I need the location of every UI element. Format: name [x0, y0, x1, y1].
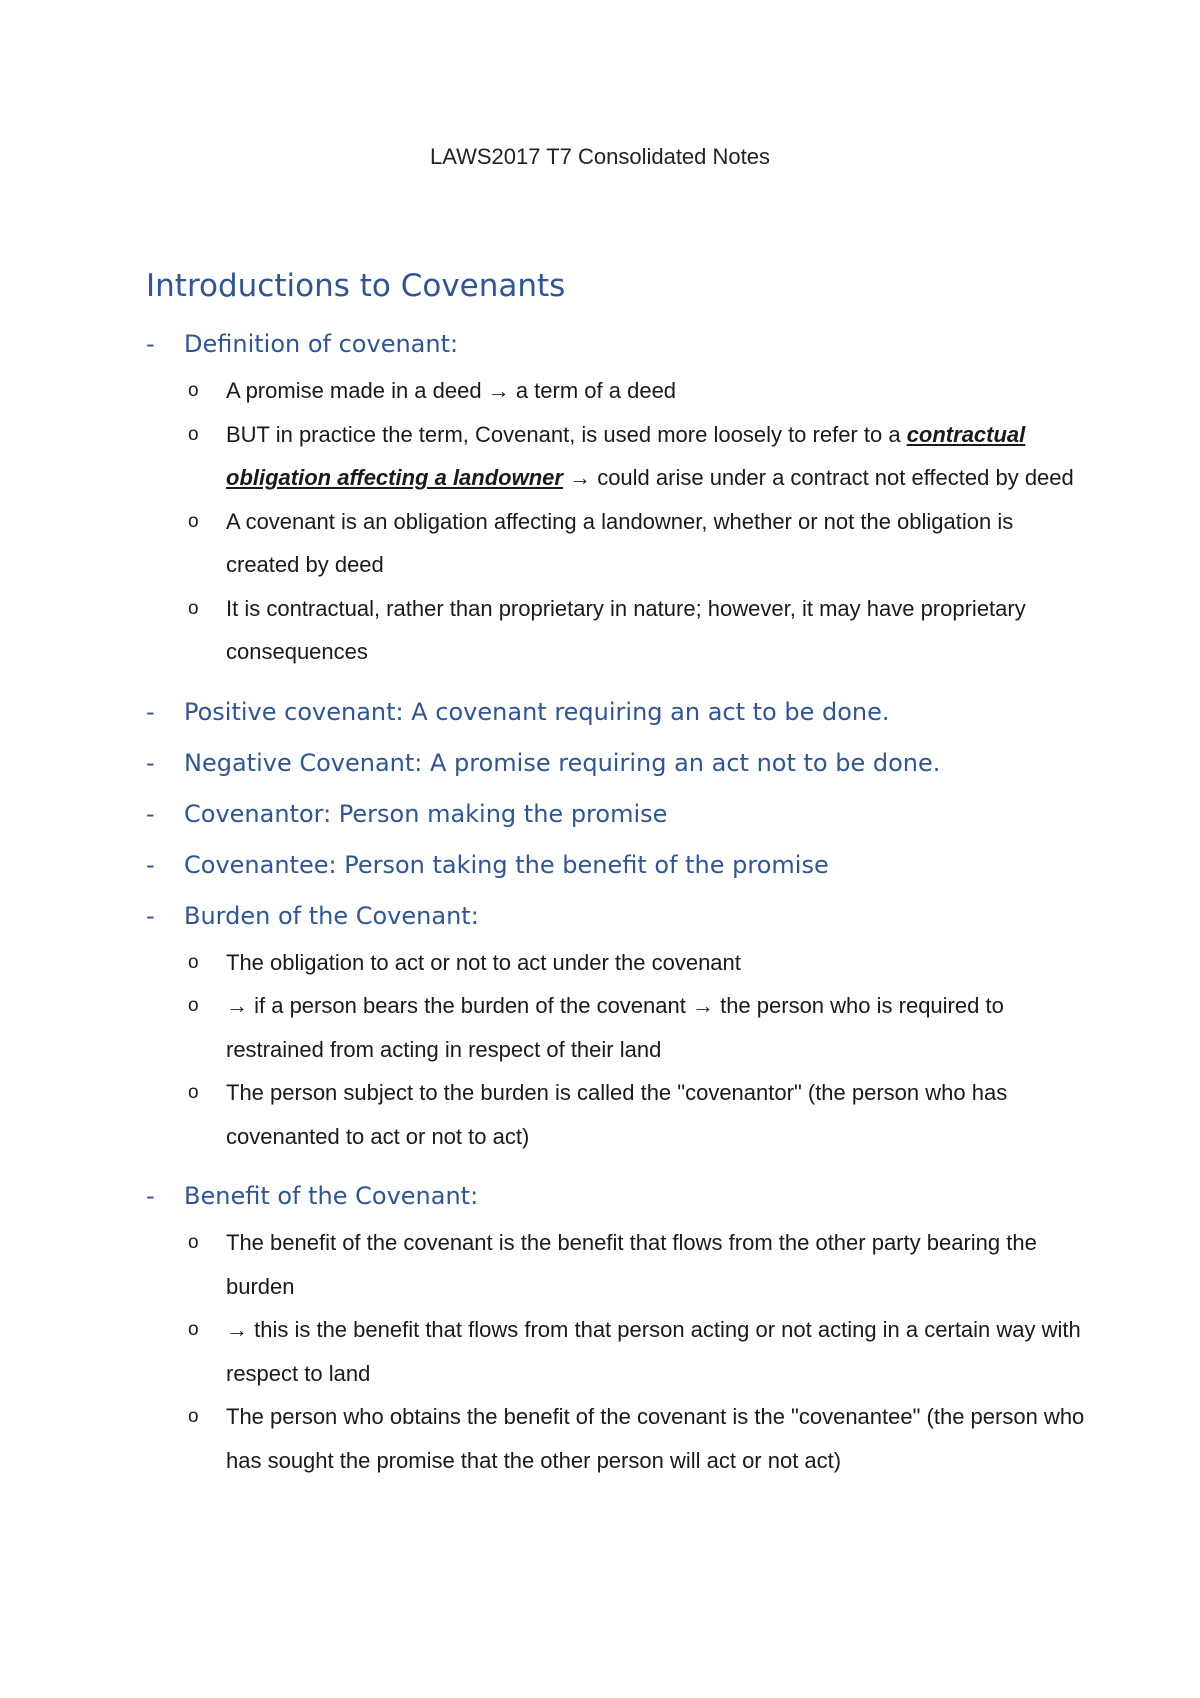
topic-heading	[146, 326, 1086, 362]
topic-label: Negative Covenant: A promise requiring an act not to be done.	[184, 748, 941, 777]
list-item	[146, 1308, 1086, 1395]
item-text: It is contractual, rather than proprietary in nature; however, it may have proprietary consequences	[226, 595, 1026, 664]
circle-bullet-icon: o	[188, 423, 199, 445]
item-text: if a person bears the burden of the covenant	[248, 993, 692, 1018]
circle-bullet-icon: o	[188, 380, 199, 401]
item-text: A covenant is an obligation affecting a landowner, whether or not the obligation is created by deed	[226, 508, 1014, 577]
topic-label: Positive covenant: A covenant requiring an act to be done.	[184, 697, 890, 726]
list-item	[146, 587, 1086, 674]
circle-bullet-icon: o	[188, 1319, 199, 1340]
dash-bullet: -	[146, 748, 155, 777]
topic-label: Covenantee: Person taking the benefit of the promise	[184, 850, 829, 879]
sub-list	[146, 941, 1086, 1159]
circle-bullet-icon: o	[188, 995, 199, 1016]
item-text: this is the benefit that flows from that person acting or not acting in a certain way with respect to land	[226, 1317, 1081, 1386]
item-text: The person who obtains the benefit of the covenant is the "covenantee" (the person who has sought the promise that the other person will act or not act)	[226, 1404, 1085, 1473]
topic-heading	[146, 1178, 1086, 1214]
dash-bullet: -	[146, 330, 155, 358]
list-item	[146, 941, 1086, 985]
circle-bullet-icon: o	[188, 1232, 199, 1253]
topic-label: Burden of the Covenant:	[184, 901, 479, 930]
arrow-icon: →	[226, 1317, 248, 1342]
topic-heading	[146, 745, 1086, 781]
dash-bullet: -	[146, 1182, 155, 1210]
circle-bullet-icon: o	[188, 1406, 199, 1427]
list-item	[146, 984, 1086, 1071]
list-item	[146, 500, 1086, 587]
list-item	[146, 413, 1086, 500]
arrow-icon: →	[226, 993, 248, 1018]
item-text: could arise under a contract not effected by deed	[591, 465, 1074, 490]
sub-list	[146, 1221, 1086, 1482]
topic-label: Definition of covenant:	[184, 330, 459, 358]
list-item	[146, 1395, 1086, 1482]
topic-heading	[146, 847, 1086, 883]
notes-content	[146, 326, 1086, 1502]
item-text: The person subject to the burden is called the "covenantor" (the person who has covenanted to act or not to act)	[226, 1080, 1008, 1149]
circle-bullet-icon: o	[188, 951, 199, 973]
dash-bullet: -	[146, 799, 155, 828]
topic-heading	[146, 796, 1086, 832]
arrow-icon: →	[691, 993, 714, 1018]
dash-bullet: -	[146, 850, 155, 879]
item-text: a term of a deed	[509, 378, 677, 403]
emphasized-text: contractual obligation affecting a landowner	[226, 421, 1026, 490]
item-text: The obligation to act or not to act under the covenant	[226, 949, 741, 975]
topic-heading	[146, 694, 1086, 730]
list-item	[146, 369, 1086, 413]
circle-bullet-icon: o	[188, 1082, 199, 1103]
document-title: LAWS2017 T7 Consolidated Notes	[430, 144, 770, 169]
section-heading: Introductions to Covenants	[146, 268, 566, 304]
topic-label: Benefit of the Covenant:	[184, 1182, 479, 1210]
topic-heading	[146, 898, 1086, 934]
item-text: The benefit of the covenant is the benefit that flows from the other party bearing the burden	[226, 1230, 1037, 1299]
item-text: A promise made in a deed	[226, 378, 488, 403]
circle-bullet-icon: o	[188, 510, 199, 532]
list-item	[146, 1071, 1086, 1158]
list-item	[146, 1221, 1086, 1308]
dash-bullet: -	[146, 901, 155, 930]
topic-label: Covenantor: Person making the promise	[184, 799, 668, 828]
item-text: BUT in practice the term, Covenant, is used more loosely to refer to a	[226, 421, 907, 447]
arrow-icon: →	[569, 465, 592, 490]
arrow-icon: →	[487, 378, 510, 403]
circle-bullet-icon: o	[188, 597, 199, 619]
sub-list	[146, 369, 1086, 674]
dash-bullet: -	[146, 697, 155, 726]
item-text: the person who is required to restrained from acting in respect of their land	[226, 993, 1004, 1062]
